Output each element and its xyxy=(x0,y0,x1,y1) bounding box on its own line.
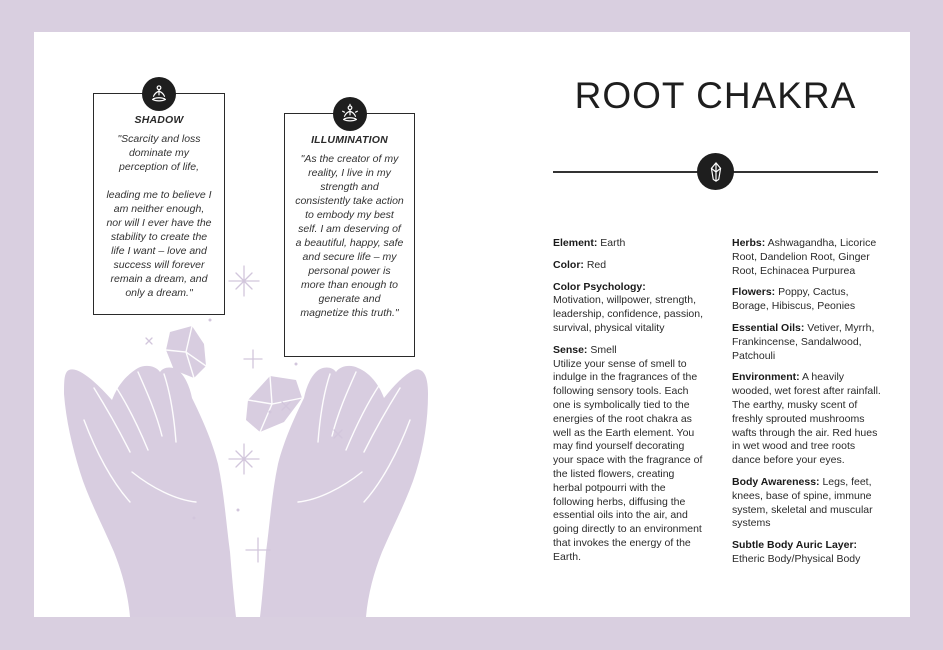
subtle-body-value: Etheric Body/Physical Body xyxy=(732,552,861,565)
sense-entry xyxy=(553,344,705,565)
body-awareness-label: Body Awareness: xyxy=(732,475,820,488)
environment-label: Environment: xyxy=(732,371,800,384)
meditating-figure-icon xyxy=(333,97,367,131)
sense-description: Utilize your sense of smell to indulge in the fragrances of the following sensory tools. Each one is symbolically tied to the energies of the root chakra as well as the Earth element. You may find yourself decorating your space with the fragrance of the listed flowers, creating herbal potpourri with the following herbs, diffusing the essential oils into the air, and going directly to an environment that invokes the energy of the Earth. xyxy=(553,357,703,563)
attributes-right-column xyxy=(732,237,886,575)
meditating-figure-icon xyxy=(142,77,176,111)
shadow-quote-part1: "Scarcity and loss dominate my perception of life, xyxy=(117,133,201,173)
color-psychology-label: Color Psychology: xyxy=(553,280,646,293)
herbs-label: Herbs: xyxy=(732,237,766,249)
illumination-quote: "As the creator of my reality, I live in my strength and consistently take action to embody my best self. I am deserving of a beautiful, happy, safe and secure life – my personal power is more than enough to generate and magnetize this truth." xyxy=(295,153,404,319)
color-label: Color: xyxy=(553,258,584,271)
environment-entry xyxy=(732,371,886,468)
color-entry xyxy=(553,259,705,273)
subtle-body-label: Subtle Body Auric Layer: xyxy=(732,539,858,552)
essential-oils-entry xyxy=(732,322,886,363)
left-hand xyxy=(64,366,236,617)
herbs-value: Ashwagandha, Licorice Root, Dandelion Root, Ginger Root, Echinacea Purpurea xyxy=(732,237,877,277)
sparkle xyxy=(229,266,259,296)
body-awareness-value: Legs, feet, knees, base of spine, immune system, skeletal and muscular systems xyxy=(732,475,873,530)
herbs-entry xyxy=(732,237,886,278)
shadow-quote-box xyxy=(93,93,225,315)
shadow-quote-part2: leading me to believe I am neither enough, nor will I ever have the stability to create the life I want – love and success will forever remain a dream, and only a dream." xyxy=(106,189,212,299)
illumination-heading: ILLUMINATION xyxy=(311,134,388,146)
sparkle xyxy=(244,350,262,368)
sparkle xyxy=(229,444,259,474)
attributes-left-column xyxy=(553,237,705,573)
illumination-quote-box xyxy=(284,113,415,357)
sense-label: Sense: xyxy=(553,343,588,356)
shadow-heading: SHADOW xyxy=(134,114,184,126)
color-psychology-value: Motivation, willpower, strength, leadership, confidence, passion, survival, physical vitality xyxy=(553,294,704,334)
environment-value: A heavily wooded, wet forest after rainfall. The earthy, musky scent of freshly sprouted mushrooms wafts through the air. Red hues in wet wood and tree roots dance before your eyes. xyxy=(732,371,881,467)
flowers-value: Poppy, Cactus, Borage, Hibiscus, Peonies xyxy=(732,286,856,313)
color-value: Red xyxy=(586,258,607,271)
essential-oils-label: Essential Oils: xyxy=(732,321,805,334)
subtle-body-entry xyxy=(732,539,886,567)
element-entry xyxy=(553,237,705,251)
element-label: Element: xyxy=(553,237,598,249)
flowers-label: Flowers: xyxy=(732,286,776,299)
essential-oils-value: Vetiver, Myrrh, Frankincense, Sandalwood, Patchouli xyxy=(732,321,875,362)
crystal-icon xyxy=(697,153,734,190)
page-title: ROOT CHAKRA xyxy=(574,75,857,116)
color-psychology-entry xyxy=(553,281,705,336)
body-awareness-entry xyxy=(732,476,886,531)
flowers-entry xyxy=(732,286,886,314)
element-value: Earth xyxy=(600,237,626,249)
book-page xyxy=(34,32,910,617)
sense-value: Smell xyxy=(590,343,617,356)
sparkle xyxy=(146,338,152,344)
